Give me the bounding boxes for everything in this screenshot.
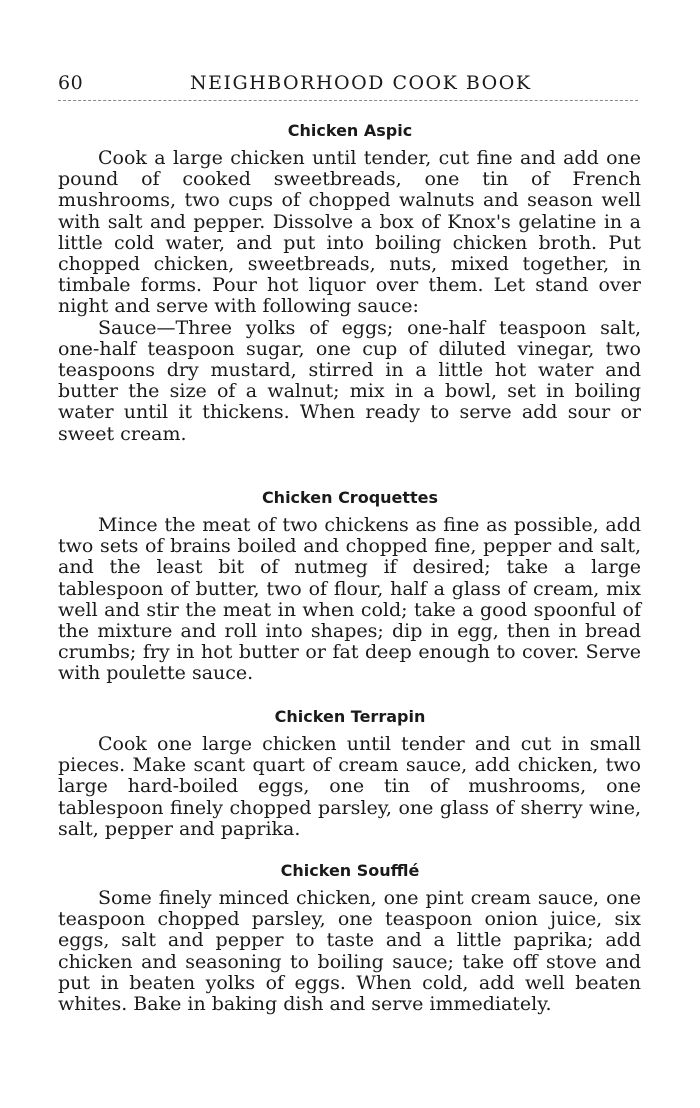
running-title: NEIGHBORHOOD COOK BOOK <box>190 72 532 94</box>
recipe-body-chicken-terrapin <box>58 734 641 840</box>
recipe-paragraph: Cook a large chicken until tender, cut fine and add one pound of cooked sweetbreads, one tin of French mushrooms, two cups of chopped walnuts and season well with salt and pepper. Dissolve a box of Knox's gelatine in a little cold water, and put into boiling chicken broth. Put chopped chicken, sweetbreads, nuts, mixed together, in timbale forms. Pour hot liquor over them. Let stand over night and serve with following sauce: <box>58 147 641 318</box>
recipe-body-chicken-aspic <box>58 148 641 445</box>
recipe-title-chicken-terrapin: Chicken Terrapin <box>274 707 426 726</box>
recipe-paragraph: Cook one large chicken until tender and cut in small pieces. Make scant quart of cream sauce, add chicken, two large hard-boiled eggs, one tin of mushrooms, one tablespoon finely chopped parsley, one glass of sherry wine, salt, pepper and paprika. <box>58 733 641 840</box>
recipe-title-chicken-souffle: Chicken Soufflé <box>280 861 420 880</box>
page-header <box>58 72 638 98</box>
recipe-paragraph: Mince the meat of two chickens as fine as possible, add two sets of brains boiled and chopped fine, pepper and salt, and the least bit of nutmeg if desired; take a large tablespoon of butter, two of flour, half a glass of cream, mix well and stir the meat in when cold; take a good spoonful of the mixture and roll into shapes; dip in egg, then in bread crumbs; fry in hot butter or fat deep enough to cover. Serve with poulette sauce. <box>58 514 641 685</box>
header-rule <box>58 100 638 101</box>
page-number: 60 <box>58 72 84 94</box>
recipe-paragraph: Sauce—Three yolks of eggs; one-half teaspoon salt, one-half teaspoon sugar, one cup of diluted vinegar, two teaspoons dry mustard, stirred in a little hot water and butter the size of a walnut; mix in a bowl, set in boiling water until it thickens. When ready to serve add sour or sweet cream. <box>58 316 641 445</box>
recipe-title-chicken-croquettes: Chicken Croquettes <box>261 488 439 507</box>
recipe-body-chicken-souffle <box>58 888 641 1015</box>
recipe-body-chicken-croquettes <box>58 515 641 685</box>
recipe-title-chicken-aspic: Chicken Aspic <box>287 121 413 140</box>
recipe-paragraph: Some finely minced chicken, one pint cream sauce, one teaspoon chopped parsley, one teaspoon onion juice, six eggs, salt and pepper to taste and a little paprika; add chicken and seasoning to boiling sauce; take off stove and put in beaten yolks of eggs. When cold, add well beaten whites. Bake in baking dish and serve immediately. <box>58 887 641 1016</box>
